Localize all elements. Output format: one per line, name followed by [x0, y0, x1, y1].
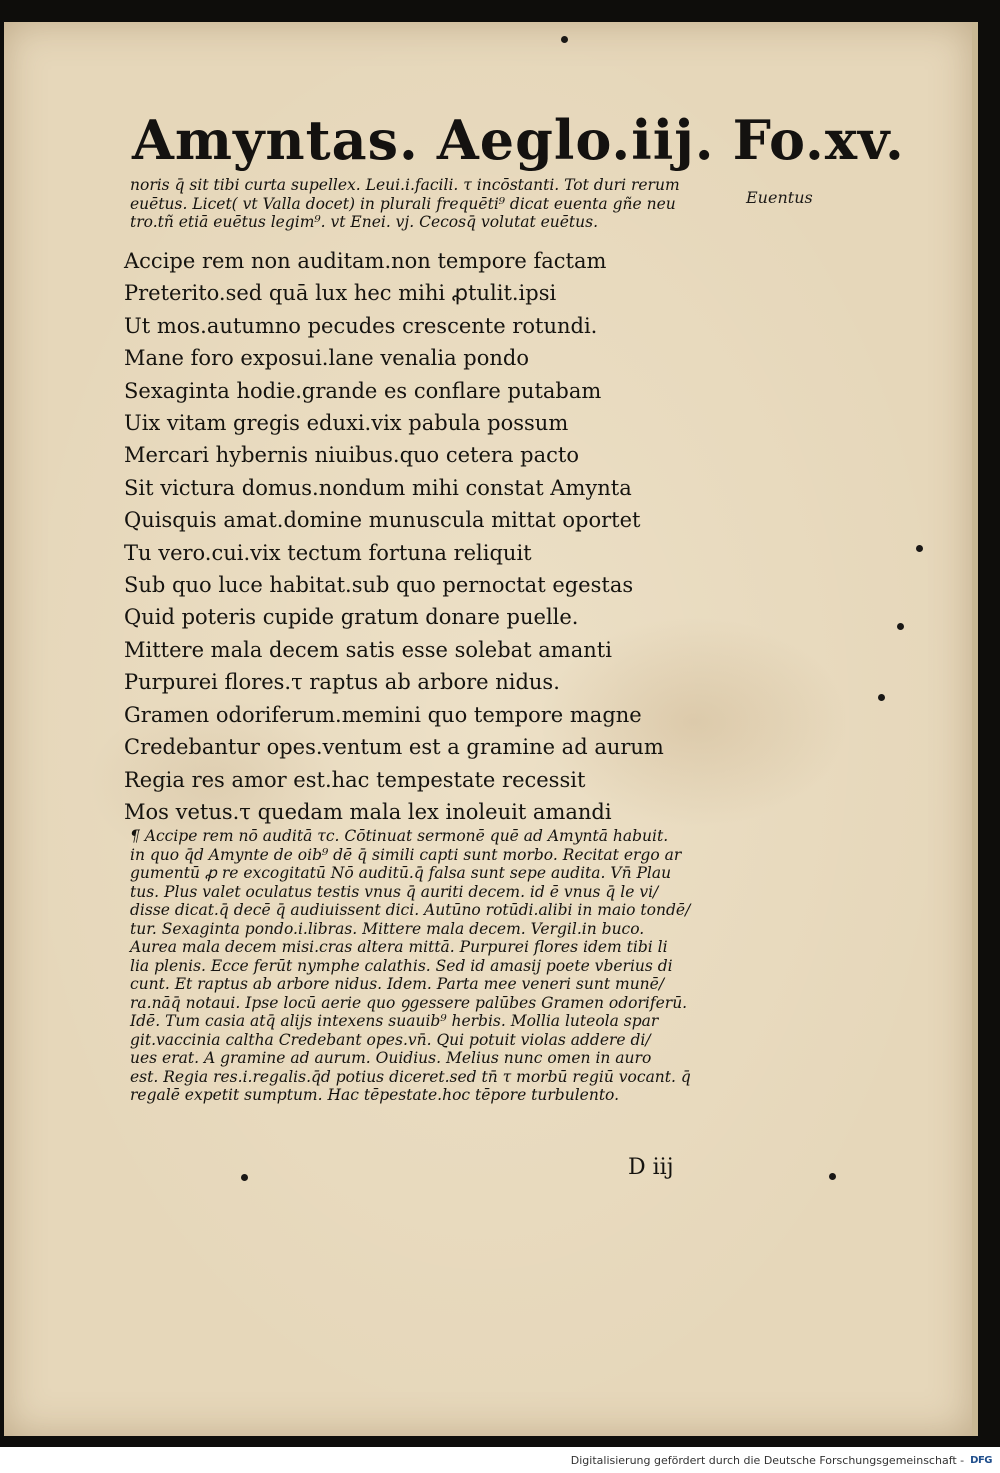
commentary-line: Idē. Tum casia atq̄ alijs intexens suauib⁹ herbis. Mollia luteola spar [130, 1012, 659, 1030]
digitization-footer [0, 1447, 1000, 1473]
verse-line: Sub quo luce habitat.sub quo pernoctat egestas [124, 573, 634, 598]
ink-dot [916, 545, 923, 552]
verse-block [124, 245, 664, 828]
verse-line: Regia res amor est.hac tempestate recessit [124, 767, 586, 792]
verse-line: Accipe rem non auditam.non tempore factam [124, 249, 607, 273]
commentary-line: in quo q̄d Amynte de oib⁹ dē q̄ simili capti sunt morbo. Recitat ergo ar [130, 845, 682, 864]
verse-line: Mos vetus.τ quedam mala lex inoleuit amandi [124, 799, 612, 824]
commentary-line: disse dicat.q̄ decē q̄ audiuissent dici. Autūno rotūdi.alibi in maio tondē/ [130, 901, 691, 919]
verse-line: Ut mos.autumno pecudes crescente rotundi. [124, 313, 598, 338]
verse-line: Quid poteris cupide gratum donare puelle. [124, 605, 579, 630]
footer-credit: Digitalisierung gefördert durch die Deutsche Forschungsgemeinschaft - [570, 1453, 965, 1467]
header-folio: Fo.xv. [732, 108, 905, 172]
commentary-line: regalē expetit sumptum. Hac tēpestate.hoc tēpore turbulento. [130, 1086, 620, 1104]
commentary-line: tro.tñ etiā euētus legim⁹. vt Enei. vj. Cecosq̄ volutat euētus. [130, 213, 599, 231]
verse-line: Purpurei flores.τ raptus ab arbore nidus. [124, 670, 560, 695]
commentary-line: est. Regia res.i.regalis.q̄d potius diceret.sed tn̄ τ morbū regiū vocant. q̄ [130, 1067, 691, 1086]
running-header [132, 108, 905, 178]
commentary-line: gumentū ꝓ re excogitatū Nō auditū.q̄ falsa sunt sepe audita. Vn̄ Plau [130, 864, 672, 882]
ink-dot [897, 623, 904, 630]
verse-line: Credebantur opes.ventum est a gramine ad aurum [124, 735, 664, 760]
page-edge [972, 22, 978, 1436]
verse-line: Mane foro exposui.lane venalia pondo [124, 346, 529, 371]
margin-note: Euentus [746, 188, 813, 207]
verse-line: Gramen odoriferum.memini quo tempore magne [124, 702, 642, 727]
ink-dot [829, 1173, 836, 1180]
ink-dot [561, 36, 568, 43]
commentary-line: noris q̄ sit tibi curta supellex. Leui.i.facili. τ incōstanti. Tot duri rerum [130, 176, 680, 194]
commentary-line: git.vaccinia caltha Credebant opes.vn̄. Qui potuit violas addere di/ [130, 1030, 651, 1049]
commentary-line: lia plenis. Ecce ferūt nymphe calathis. Sed id amasij poete vberius di [130, 956, 673, 975]
verse-line: Quisquis amat.domine munuscula mittat oportet [124, 508, 641, 533]
ink-dot [241, 1174, 248, 1181]
header-eclogue: Aeglo.iij. [436, 108, 715, 172]
commentary-top [130, 176, 680, 232]
verse-line: Preterito.sed quā lux hec mihi ꝓtulit.ipsi [124, 281, 557, 306]
verse-line: Mittere mala decem satis esse solebat amanti [124, 637, 612, 662]
dfg-logo: DFG [970, 1454, 992, 1466]
commentary-line: cunt. Et raptus ab arbore nidus. Idem. Parta mee veneri sunt munē/ [130, 975, 665, 993]
commentary-line: Aurea mala decem misi.cras altera mittā. Purpurei flores idem tibi li [130, 938, 668, 956]
commentary-line: tur. Sexaginta pondo.i.libras. Mittere mala decem. Vergil.in buco. [130, 919, 645, 938]
commentary-line: ra.nāq̄ notaui. Ipse locū aerie quo ꝯgessere palūbes Gramen odoriferū. [130, 993, 688, 1012]
commentary-line: ¶ Accipe rem nō auditā τc. Cōtinuat sermonē quē ad Amyntā habuit. [130, 827, 669, 845]
verse-line: Mercari hybernis niuibus.quo cetera pacto [124, 443, 579, 468]
verse-line: Sexaginta hodie.grande es conflare putabam [124, 378, 602, 403]
ink-dot [878, 694, 885, 701]
header-speaker: Amyntas. [132, 108, 419, 172]
commentary-line: ues erat. A gramine ad aurum. Ouidius. Melius nunc omen in auro [130, 1049, 652, 1067]
commentary-line: euētus. Licet( vt Valla docet) in plurali frequēti⁹ dicat euenta gñe neu [130, 194, 676, 213]
verse-line: Sit victura domus.nondum mihi constat Amynta [124, 475, 632, 500]
verse-line: Uix vitam gregis eduxi.vix pabula possum [124, 411, 569, 436]
verse-line: Tu vero.cui.vix tectum fortuna reliquit [124, 540, 532, 565]
signature-mark: D iij [628, 1155, 674, 1180]
commentary-bottom [130, 827, 691, 1105]
commentary-line: tus. Plus valet oculatus testis vnus q̄ auriti decem. id ē vnus q̄ le vi/ [130, 882, 659, 901]
